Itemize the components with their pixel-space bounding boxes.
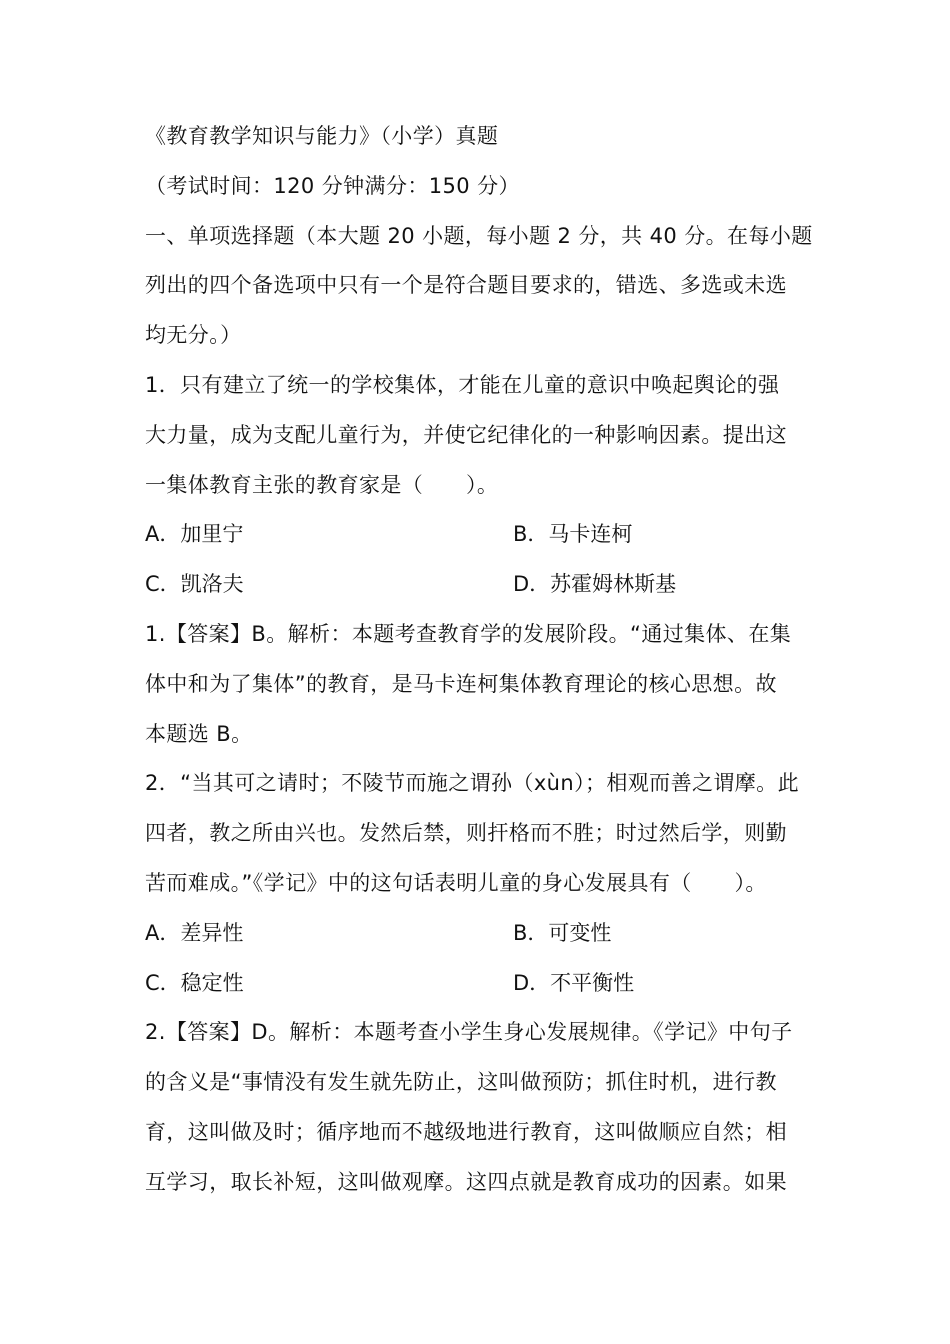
question-2-option-d: D．不平衡性 bbox=[513, 970, 635, 995]
question-2-stem-line: 四者，教之所由兴也。发然后禁，则扞格而不胜；时过然后学，则勤 bbox=[145, 821, 787, 846]
question-1-options-row bbox=[145, 510, 820, 560]
question-1-option-b: B．马卡连柯 bbox=[513, 522, 633, 547]
question-1-option-a: A．加里宁 bbox=[145, 522, 244, 547]
question-2-stem-line: 苦而难成。”《学记》中的这句话表明儿童的身心发展具有（ ）。 bbox=[145, 870, 767, 895]
question-2-answer-line: 的含义是“事情没有发生就先防止，这叫做预防；抓住时机，进行教 bbox=[145, 1070, 777, 1095]
question-1-answer-line: 体中和为了集体”的教育，是马卡连柯集体教育理论的核心思想。故 bbox=[145, 671, 777, 696]
question-1-answer-line: 1.【答案】B。解析：本题考查教育学的发展阶段。“通过集体、在集 bbox=[145, 621, 792, 646]
question-2-option-a: A．差异性 bbox=[145, 920, 244, 945]
document-title: 《教育教学知识与能力》（小学）真题 bbox=[145, 124, 499, 148]
question-2-option-b: B．可变性 bbox=[513, 920, 612, 945]
question-1-stem-line: 一集体教育主张的教育家是（ ）。 bbox=[145, 472, 499, 497]
question-1-answer-line: 本题选 B。 bbox=[145, 721, 253, 746]
question-2-stem-line: 2．“当其可之请时；不陵节而施之谓孙（xùn）；相观而善之谓摩。此 bbox=[145, 771, 799, 796]
question-2-answer-line: 育，这叫做及时；循序地而不越级地进行教育，这叫做顺应自然；相 bbox=[145, 1119, 787, 1144]
question-1-option-c: C．凯洛夫 bbox=[145, 572, 244, 597]
question-1-stem-line: 大力量，成为支配儿童行为，并使它纪律化的一种影响因素。提出这 bbox=[145, 422, 787, 447]
section-instructions-line: 一、单项选择题（本大题 20 小题，每小题 2 分，共 40 分。在每小题 bbox=[145, 223, 813, 248]
document-page bbox=[145, 112, 820, 1208]
section-instructions-line: 列出的四个备选项中只有一个是符合题目要求的，错选、多选或未选 bbox=[145, 273, 787, 298]
question-2-answer-line: 互学习，取长补短，这叫做观摩。这四点就是教育成功的因素。如果 bbox=[145, 1169, 787, 1194]
section-instructions-line: 均无分。） bbox=[145, 323, 242, 348]
question-2-options-row bbox=[145, 909, 820, 959]
question-2-option-c: C．稳定性 bbox=[145, 970, 244, 995]
exam-info: （考试时间：120 分钟满分：150 分） bbox=[145, 173, 520, 198]
question-1-stem-line: 1．只有建立了统一的学校集体，才能在儿童的意识中唤起舆论的强 bbox=[145, 372, 780, 397]
question-2-options-row bbox=[145, 959, 820, 1009]
question-1-option-d: D．苏霍姆林斯基 bbox=[513, 572, 677, 597]
question-2-answer-line: 2.【答案】D。解析：本题考查小学生身心发展规律。《学记》中句子 bbox=[145, 1020, 793, 1045]
question-1-options-row bbox=[145, 560, 820, 610]
